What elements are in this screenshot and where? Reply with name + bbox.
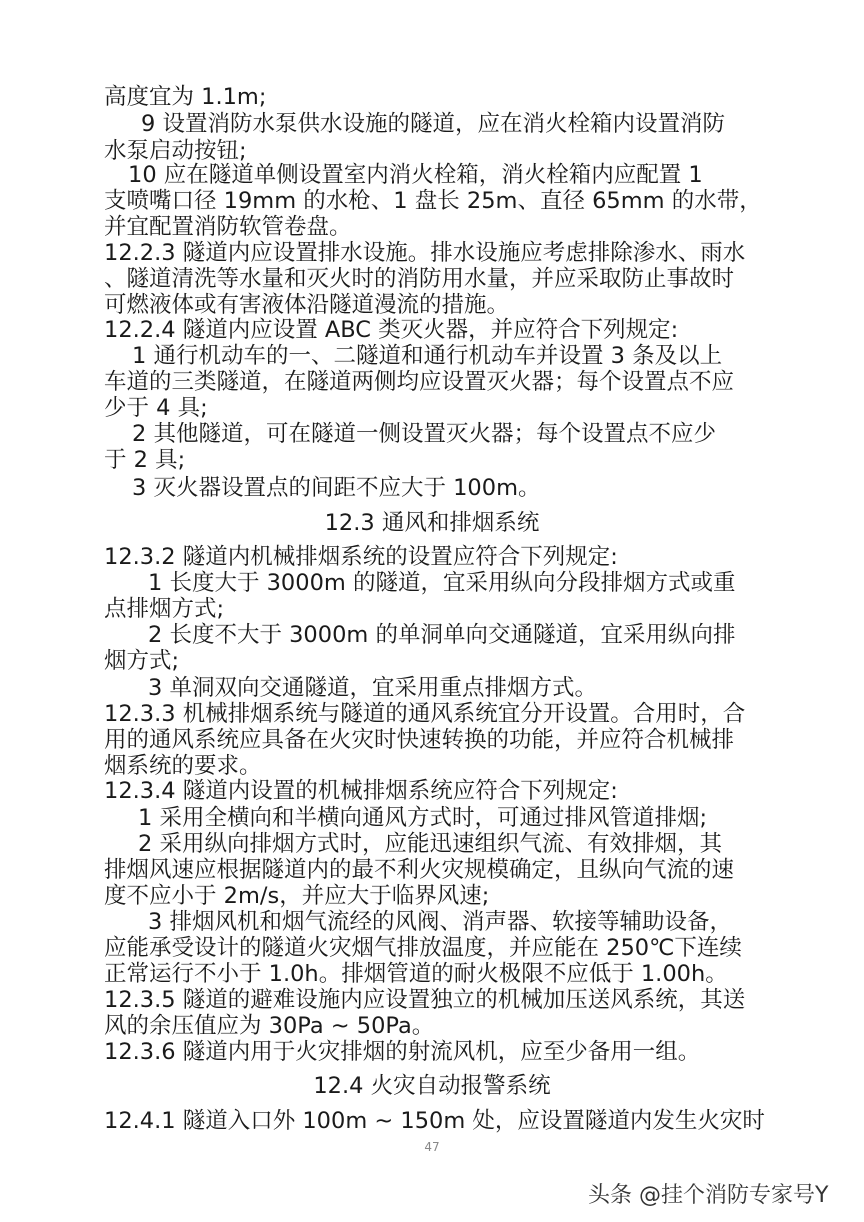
text-line: 并宜配置消防软管卷盘。 [104,214,352,240]
text-line: 烟系统的要求。 [104,753,262,779]
text-line: 可燃液体或有害液体沿隧道漫流的措施。 [104,292,510,318]
text-line: 3 灭火器设置点的间距不应大于 100m。 [132,475,541,501]
text-line: 点排烟方式; [104,596,225,622]
text-line: 风的余压值应为 30Pa ~ 50Pa。 [104,1013,435,1039]
text-line: 12.3.4 隧道内设置的机械排烟系统应符合下列规定: [104,778,618,804]
section-heading: 12.4 火灾自动报警系统 [313,1073,551,1099]
text-line: 12.3.2 隧道内机械排烟系统的设置应符合下列规定: [104,544,618,570]
section-heading: 12.3 通风和排烟系统 [324,510,540,536]
text-line: 正常运行不小于 1.0h。排烟管道的耐火极限不应低于 1.00h。 [104,961,728,987]
text-line: 用的通风系统应具备在火灾时快速转换的功能，并应符合机械排 [104,727,735,753]
text-line: 9 设置消防水泵供水设施的隧道，应在消火栓箱内设置消防 [141,111,725,137]
page-number: 47 [424,1140,440,1154]
text-line: 3 单洞双向交通隧道，宜采用重点排烟方式。 [148,675,597,701]
text-line: 水泵启动按钮; [104,138,247,164]
text-line: 1 通行机动车的一、二隧道和通行机动车并设置 3 条及以上 [132,343,723,369]
text-line: 10 应在隧道单侧设置室内消火栓箱，消火栓箱内应配置 1 [128,162,703,188]
text-line: 12.3.6 隧道内用于火灾排烟的射流风机，应至少备用一组。 [104,1039,701,1065]
text-line: 应能承受设计的隧道火灾烟气排放温度，并应能在 250℃下连续 [104,935,742,961]
text-line: 12.4.1 隧道入口外 100m ~ 150m 处，应设置隧道内发生火灾时 [104,1108,765,1134]
text-line: 度不应小于 2m/s，并应大于临界风速; [104,883,490,909]
text-line: 支喷嘴口径 19mm 的水枪、1 盘长 25m、直径 65mm 的水带， [104,188,762,214]
text-line: 1 采用全横向和半横向通风方式时，可通过排风管道排烟; [138,805,708,831]
text-line: 、隧道清洗等水量和灭火时的消防用水量，并应采取防止事故时 [104,266,735,292]
text-line: 2 长度不大于 3000m 的单洞单向交通隧道，宜采用纵向排 [148,622,736,648]
text-line: 排烟风速应根据隧道内的最不利火灾规模确定，且纵向气流的速 [104,857,735,883]
text-line: 12.2.4 隧道内应设置 ABC 类灭火器，并应符合下列规定: [104,317,679,343]
text-line: 3 排烟风机和烟气流经的风阀、消声器、软接等辅助设备， [148,909,732,935]
text-line: 2 其他隧道，可在隧道一侧设置灭火器；每个设置点不应少 [132,421,716,447]
text-line: 烟方式; [104,648,180,674]
text-line: 车道的三类隧道，在隧道两侧均应设置灭火器；每个设置点不应 [104,369,735,395]
text-line: 于 2 具; [104,447,186,473]
watermark: 头条 @挂个消防专家号Y [588,1183,829,1208]
text-line: 少于 4 具; [104,395,208,421]
text-line: 2 采用纵向排烟方式时，应能迅速组织气流、有效排烟，其 [138,831,722,857]
text-line: 高度宜为 1.1m; [104,84,267,110]
text-line: 1 长度大于 3000m 的隧道，宜采用纵向分段排烟方式或重 [148,570,736,596]
text-line: 12.3.3 机械排烟系统与隧道的通风系统宜分开设置。合用时，合 [104,701,746,727]
text-line: 12.2.3 隧道内应设置排水设施。排水设施应考虑排除渗水、雨水 [104,240,746,266]
text-line: 12.3.5 隧道的避难设施内应设置独立的机械加压送风系统，其送 [104,987,746,1013]
